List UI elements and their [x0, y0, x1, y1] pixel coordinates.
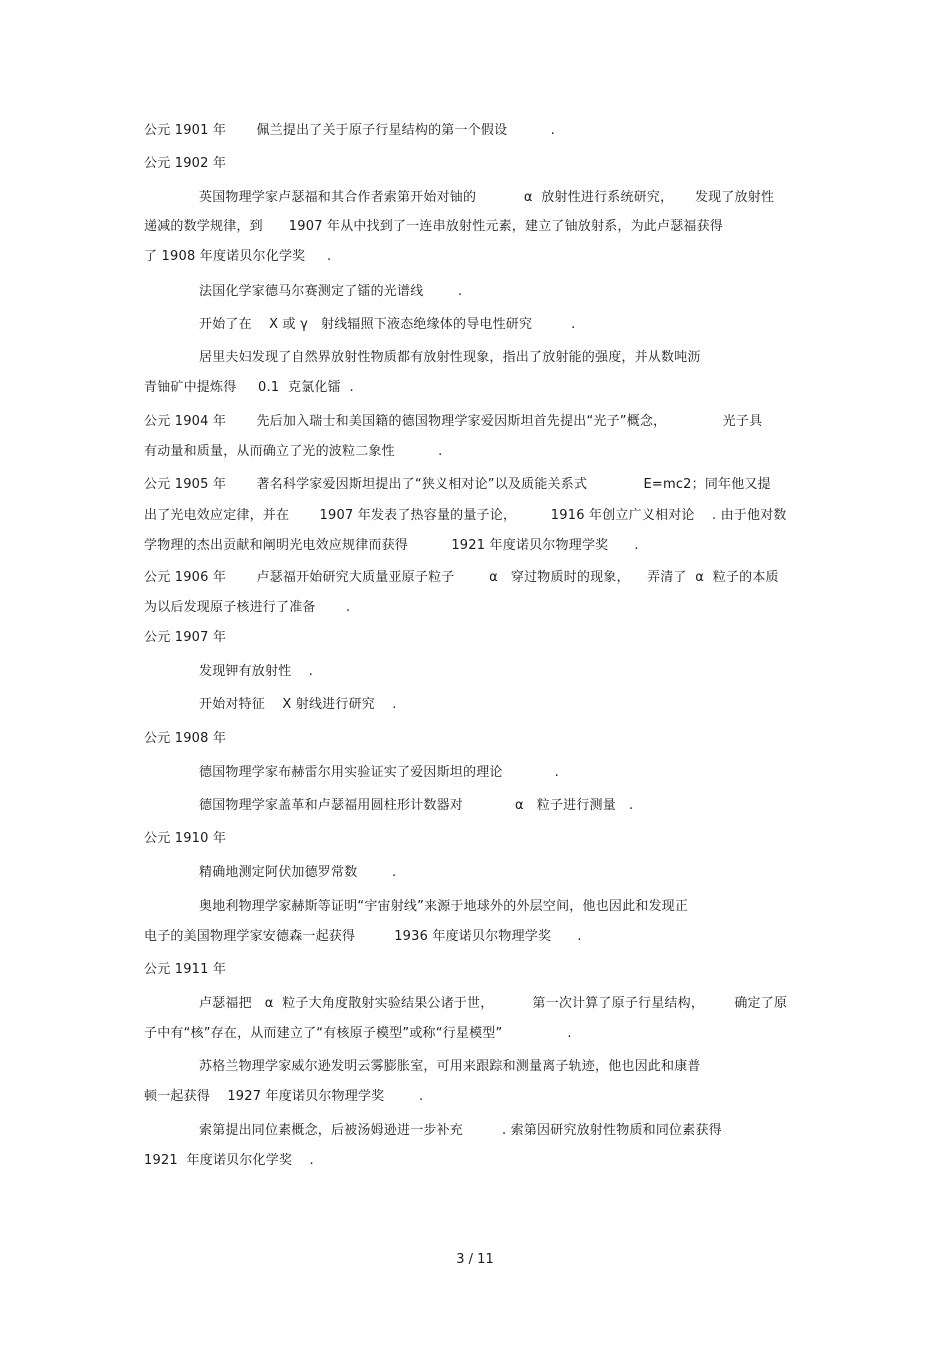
year-heading: 公元 1911 年 [144, 962, 227, 977]
year-heading: 公元 1902 年 [144, 156, 227, 171]
text-line: 德国物理学家盖革和卢瑟福用圆柱形计数器对 α 粒子进行测量 . [199, 798, 634, 813]
text-line: 公元 1906 年 卢瑟福开始研究大质量亚原子粒子 α 穿过物质时的现象， 弄清了 α 粒子的本质 [144, 570, 779, 585]
year-heading: 公元 1907 年 [144, 630, 227, 645]
text-line: 学物理的杰出贡献和阐明光电效应规律而获得 1921 年度诺贝尔物理学奖 . [144, 538, 639, 553]
text-line: 递减的数学规律，到 1907 年从中找到了一连串放射性元素，建立了铀放射系，为此卢瑟福获得 [144, 219, 724, 234]
text-line: 青铀矿中提炼得 0.1 克氯化镭 . [144, 380, 354, 395]
text-line: 开始对特征 X 射线进行研究 . [199, 697, 397, 712]
text-line: 法国化学家德马尔赛测定了镭的光谱线 . [199, 284, 463, 299]
text-line: 子中有“核”存在，从而建立了“有核原子模型”或称“行星模型” . [144, 1026, 572, 1041]
text-line: 发现钾有放射性 . [199, 664, 314, 679]
text-line: 精确地测定阿伏加德罗常数 . [199, 865, 397, 880]
text-line: 德国物理学家布赫雷尔用实验证实了爱因斯坦的理论 . [199, 765, 559, 780]
text-line: 奥地利物理学家赫斯等证明“宇宙射线”来源于地球外的外层空间，他也因此和发现正 [199, 899, 689, 914]
text-line: 出了光电效应定律，并在 1907 年发表了热容量的量子论， 1916 年创立广义相对论 . 由于他对数 [144, 508, 787, 523]
text-line: 为以后发现原子核进行了准备 . [144, 600, 351, 615]
text-line: 了 1908 年度诺贝尔化学奖 . [144, 249, 332, 264]
page-number: 3 / 11 [456, 1252, 494, 1267]
text-line: 有动量和质量，从而确立了光的波粒二象性 . [144, 444, 443, 459]
year-heading: 公元 1910 年 [144, 831, 227, 846]
text-line: 公元 1904 年 先后加入瑞士和美国籍的德国物理学家爱因斯坦首先提出“光子”概念， 光子具 [144, 414, 763, 429]
text-line: 索第提出同位素概念，后被汤姆逊进一步补充 . 索第因研究放射性物质和同位素获得 [199, 1123, 722, 1138]
text-line: 英国物理学家卢瑟福和其合作者索第开始对铀的 α 放射性进行系统研究， 发现了放射性 [199, 190, 775, 205]
text-line: 苏格兰物理学家威尔逊发明云雾膨胀室，可用来跟踪和测量离子轨迹，他也因此和康普 [199, 1059, 701, 1074]
text-line: 居里夫妇发现了自然界放射性物质都有放射性现象，指出了放射能的强度，并从数吨沥 [199, 350, 701, 365]
text-line: 电子的美国物理学家安德森一起获得 1936 年度诺贝尔物理学奖 . [144, 929, 582, 944]
text-line: 1921 年度诺贝尔化学奖 . [144, 1153, 314, 1168]
text-line: 开始了在 X 或 γ 射线辐照下液态绝缘体的导电性研究 . [199, 317, 576, 332]
text-line: 顿一起获得 1927 年度诺贝尔物理学奖 . [144, 1089, 424, 1104]
year-heading: 公元 1908 年 [144, 731, 227, 746]
text-line: 卢瑟福把 α 粒子大角度散射实验结果公诸于世， 第一次计算了原子行星结构， 确定了原 [199, 996, 788, 1011]
text-line: 公元 1901 年 佩兰提出了关于原子行星结构的第一个假设 . [144, 123, 555, 138]
text-line: 公元 1905 年 著名科学家爱因斯坦提出了“狭义相对论”以及质能关系式 E=mc2；同年他又提 [144, 477, 771, 492]
